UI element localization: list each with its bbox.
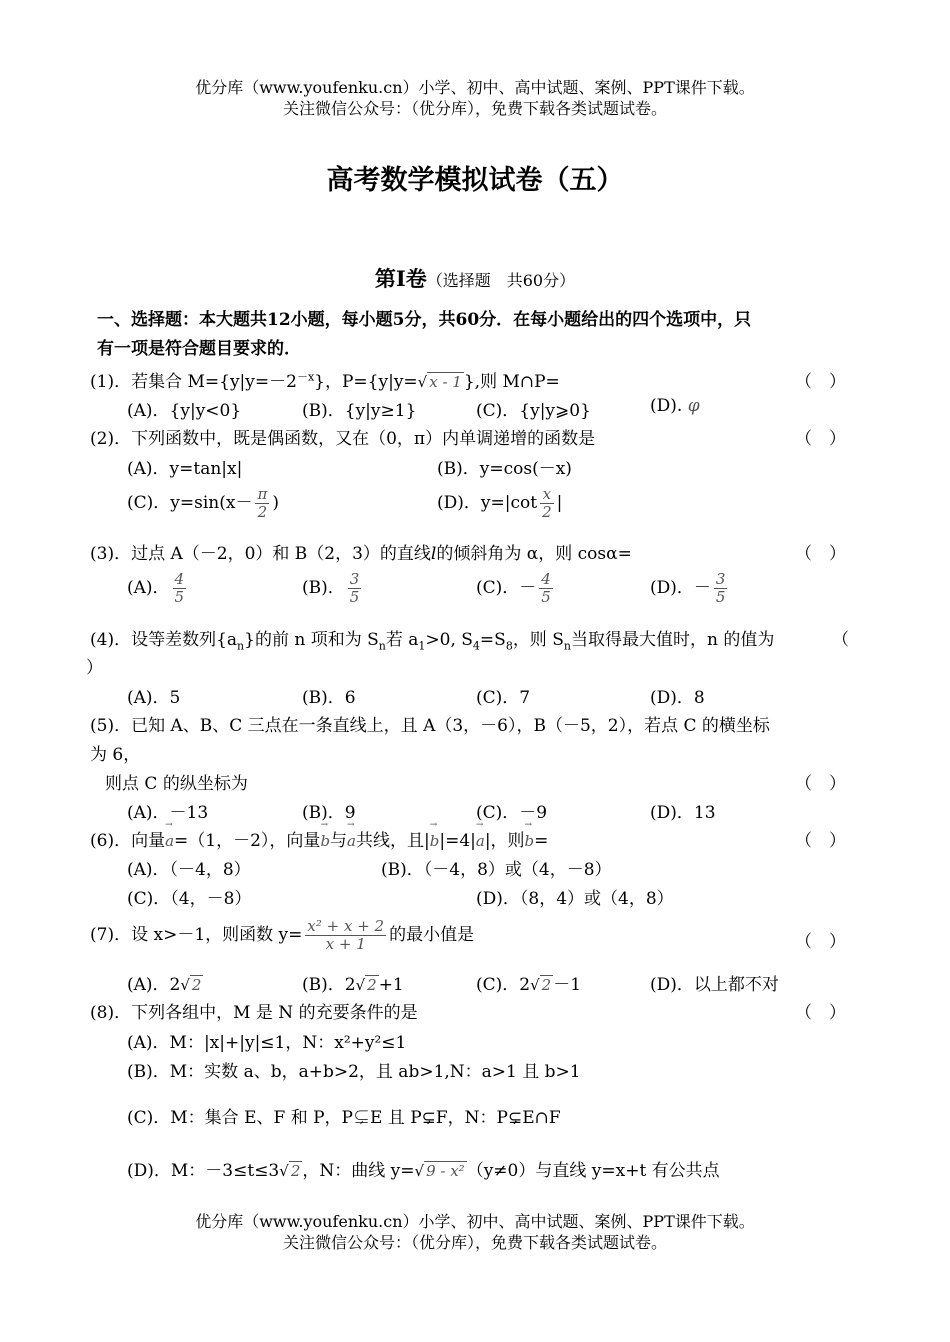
q8-d-text-b: ，N：曲线 y= bbox=[302, 1161, 415, 1181]
q6-t7: = bbox=[534, 831, 549, 851]
q4-s2: n bbox=[378, 639, 386, 653]
part-title-main: 第Ⅰ卷 bbox=[374, 266, 427, 291]
q6-t3: 与 bbox=[330, 831, 348, 851]
q5-option-c: (C)．－9 bbox=[476, 803, 548, 823]
part-title bbox=[0, 263, 950, 293]
q4-s5: 8 bbox=[505, 639, 513, 653]
q3-a-den: 5 bbox=[174, 588, 185, 606]
footer-line-2: 关注微信公众号：（优分库），免费下载各类试题试卷。 bbox=[282, 1233, 667, 1252]
q3-b-den: 5 bbox=[349, 588, 360, 606]
q4-s4: 4 bbox=[472, 639, 480, 653]
q3-d-den: 5 bbox=[715, 588, 726, 606]
q8-d-radicand-1: 2 bbox=[290, 1162, 301, 1180]
footer-line-1: 优分库（www.youfenku.cn）小学、初中、高中试题、案例、PPT课件下载。 bbox=[195, 1212, 755, 1231]
q8-option-b: (B)．M：实数 a、b，a+b>2，且 ab>1,N：a>1 且 b>1 bbox=[127, 1062, 581, 1082]
q1-option-d-label: (D). bbox=[650, 396, 683, 416]
q7-b-radicand: 2 bbox=[367, 976, 377, 994]
answer-paren-q6: （ ） bbox=[795, 831, 846, 851]
vector-a-symbol: → a bbox=[165, 832, 174, 850]
header-line-1: 优分库（www.youfenku.cn）小学、初中、高中试题、案例、PPT课件下载。 bbox=[195, 78, 755, 97]
q2-c-tail: ) bbox=[272, 493, 279, 513]
question-2: (2)．下列函数中，既是偶函数，又在（0，π）内单调递增的函数是 bbox=[90, 429, 596, 449]
section-instruction-line-1: 一、选择题：本大题共12小题，每小题5分，共60分．在每小题给出的四个选项中，只 bbox=[97, 310, 752, 330]
q7-option-a: (A)．2√ 2 bbox=[127, 975, 202, 995]
q2-d-den: 2 bbox=[542, 503, 552, 521]
q8-d-text-a: (D)．M：－3≤t≤3 bbox=[127, 1161, 280, 1181]
q7-b-tail: +1 bbox=[378, 975, 404, 995]
q4-t5: =S bbox=[479, 630, 506, 650]
q6-t4: 共线，且| bbox=[356, 831, 430, 851]
q3-line-symbol: l bbox=[430, 544, 437, 564]
part-title-sub: （选择题 共60分） bbox=[426, 271, 576, 290]
q2-c-fraction bbox=[255, 486, 269, 521]
q7-c-label: (C)．2 bbox=[476, 975, 531, 995]
q4-option-b: (B)．6 bbox=[302, 688, 356, 708]
q3-c-den: 5 bbox=[541, 588, 551, 606]
vector-a-symbol: → a bbox=[476, 832, 485, 850]
question-5-line-1: (5)．已知 A、B、C 三点在一条直线上，且 A（3，－6），B（－5，2），若点 C 的横坐标 bbox=[90, 716, 770, 736]
question-6 bbox=[90, 826, 548, 851]
q7-num: x² + x + 2 bbox=[307, 917, 385, 935]
q2-d-num: x bbox=[542, 485, 552, 503]
q6-option-c: (C)．（4，－8） bbox=[127, 889, 252, 909]
q3-d-num: 3 bbox=[715, 570, 726, 588]
q6-t1: (6)．向量 bbox=[90, 831, 166, 851]
q5-option-a: (A)．－13 bbox=[127, 803, 209, 823]
section-instruction-line-2: 有一项是符合题目要求的． bbox=[97, 339, 301, 359]
q8-d-text-c: （y≠0）与直线 y=x+t 有公共点 bbox=[466, 1161, 720, 1181]
q6-option-d: (D)．（8，4）或（4，8） bbox=[476, 889, 674, 909]
q2-d-text: (D)．y=|cot bbox=[437, 493, 538, 513]
question-1 bbox=[90, 367, 560, 392]
q6-t6: |，则 bbox=[484, 831, 525, 851]
q6-t5: |=4| bbox=[439, 831, 476, 851]
q4-option-c: (C)．7 bbox=[476, 688, 531, 708]
q7-a-label: (A)．2 bbox=[127, 975, 181, 995]
q7-option-b: (B)．2√ 2 +1 bbox=[302, 975, 404, 995]
q4-s3: 1 bbox=[418, 639, 426, 653]
q8-option-d: (D)．M：－3≤t≤3√ 2 ，N：曲线 y=√ 9 - x² （y≠0）与直线 y=x+t 有公共点 bbox=[127, 1161, 720, 1181]
q7-option-d: (D)．以上都不对 bbox=[650, 975, 779, 995]
question-5-line-2: 为 6， bbox=[90, 745, 141, 765]
answer-paren-q8: （ ） bbox=[795, 1003, 846, 1023]
q3-b-label: (B)． bbox=[302, 578, 345, 598]
q6-option-a: (A)．（－4，8） bbox=[127, 860, 251, 880]
q4-s1: n bbox=[237, 639, 245, 653]
q7-option-c: (C)．2√ 2 －1 bbox=[476, 975, 582, 995]
q6-option-b: (B)．（－4，8）或（4，－8） bbox=[381, 860, 612, 880]
answer-paren-q1: （ ） bbox=[795, 372, 846, 392]
q3-option-c bbox=[476, 571, 556, 606]
q4-option-d: (D)．8 bbox=[650, 688, 705, 708]
q2-c-den: 2 bbox=[255, 503, 269, 521]
q2-option-a: (A)．y=tan|x| bbox=[127, 459, 243, 479]
q2-d-tail: | bbox=[556, 493, 563, 513]
page-title: 高考数学模拟试卷（五） bbox=[326, 165, 624, 196]
vector-b-symbol: → b bbox=[320, 832, 330, 850]
q3-c-num: 4 bbox=[541, 570, 551, 588]
answer-paren-q4-open: （ bbox=[832, 630, 849, 650]
answer-paren-q2: （ ） bbox=[795, 429, 846, 449]
q3-text-a: (3)．过点 A（－2，0）和 B（2，3）的直线 bbox=[90, 544, 431, 564]
answer-paren-q7: （ ） bbox=[795, 932, 846, 952]
q2-d-fraction bbox=[540, 486, 554, 521]
q1-option-b: (B)．{y|y≥1} bbox=[302, 401, 417, 421]
q4-t3: 若 a bbox=[385, 630, 419, 650]
q3-option-b bbox=[302, 571, 364, 606]
q7-a-radicand: 2 bbox=[191, 976, 202, 994]
q3-b-num: 3 bbox=[349, 570, 360, 588]
q2-c-text: (C)．y=sin(x－ bbox=[127, 493, 253, 513]
vector-b-symbol: → b bbox=[525, 832, 535, 850]
question-8: (8)．下列各组中，M 是 N 的充要条件的是 bbox=[90, 1003, 418, 1023]
q5-option-d: (D)．13 bbox=[650, 803, 716, 823]
q1-option-d bbox=[650, 396, 700, 416]
q1-exponent: －x bbox=[296, 370, 315, 384]
q3-a-num: 4 bbox=[174, 570, 185, 588]
q2-option-c bbox=[127, 486, 279, 521]
q4-t2: }的前 n 项和为 S bbox=[244, 630, 379, 650]
q1-text-c: },则 M∩P= bbox=[463, 372, 560, 392]
q8-option-a: (A)．M：|x|+|y|≤1，N：x²+y²≤1 bbox=[127, 1033, 407, 1053]
q3-option-d bbox=[650, 571, 730, 606]
q7-text-b: 的最小值是 bbox=[389, 925, 475, 945]
q4-t4: >0, S bbox=[425, 630, 473, 650]
q4-s6: n bbox=[563, 639, 571, 653]
vector-a-symbol: → a bbox=[347, 832, 356, 850]
q6-t2: =（1，－2），向量 bbox=[174, 831, 321, 851]
q1-text-b: }，P={y|y= bbox=[314, 372, 418, 392]
q7-c-radicand: 2 bbox=[541, 976, 552, 994]
q2-option-d bbox=[437, 486, 562, 521]
q4-t1: (4)．设等差数列{a bbox=[90, 630, 238, 650]
q3-d-label: (D)．－ bbox=[650, 578, 711, 598]
q2-option-b: (B)．y=cos(－x) bbox=[437, 459, 572, 479]
q1-radicand: x - 1 bbox=[429, 373, 462, 391]
q7-den: x + 1 bbox=[305, 935, 386, 953]
q4-t6: ，则 S bbox=[512, 630, 564, 650]
question-3 bbox=[90, 539, 632, 564]
q3-text-b: 的倾斜角为 α，则 cosα= bbox=[436, 544, 632, 564]
q2-c-num: π bbox=[257, 485, 268, 503]
q4-t7: 当取得最大值时，n 的值为 bbox=[570, 630, 775, 650]
q8-option-c: (C)．M：集合 E、F 和 P，P⊊E 且 P⊊F，N：P⊊E∩F bbox=[127, 1108, 561, 1128]
question-7 bbox=[90, 918, 474, 953]
q7-fraction bbox=[305, 918, 386, 953]
q7-b-label: (B)．2 bbox=[302, 975, 356, 995]
q7-text-a: (7)．设 x>－1，则函数 y= bbox=[90, 925, 303, 945]
q1-sqrt: √ x - 1 bbox=[417, 373, 462, 391]
header-line-2: 关注微信公众号：（优分库），免费下载各类试题试卷。 bbox=[282, 99, 667, 118]
q3-a-label: (A)． bbox=[127, 578, 170, 598]
question-4 bbox=[90, 625, 774, 652]
vector-b-symbol: → b bbox=[430, 832, 440, 850]
q1-text-a: (1)．若集合 M={y|y=－2 bbox=[90, 372, 297, 392]
answer-paren-q4-close: ） bbox=[86, 658, 103, 678]
q4-option-a: (A)．5 bbox=[127, 688, 181, 708]
q5-option-b: (B)．9 bbox=[302, 803, 356, 823]
q3-option-a bbox=[127, 571, 189, 606]
q1-option-c: (C)．{y|y⩾0} bbox=[476, 401, 591, 421]
answer-paren-q3: （ ） bbox=[795, 544, 846, 564]
q8-d-radicand-2: 9 - x² bbox=[426, 1162, 465, 1180]
q1-option-a: (A)．{y|y<0} bbox=[127, 401, 242, 421]
q1-option-d-symbol: φ bbox=[687, 396, 700, 416]
q7-c-tail: －1 bbox=[553, 975, 582, 995]
question-5-line-3: 则点 C 的纵坐标为 bbox=[105, 774, 248, 794]
q3-c-label: (C)．－ bbox=[476, 578, 537, 598]
answer-paren-q5: （ ） bbox=[795, 774, 846, 794]
